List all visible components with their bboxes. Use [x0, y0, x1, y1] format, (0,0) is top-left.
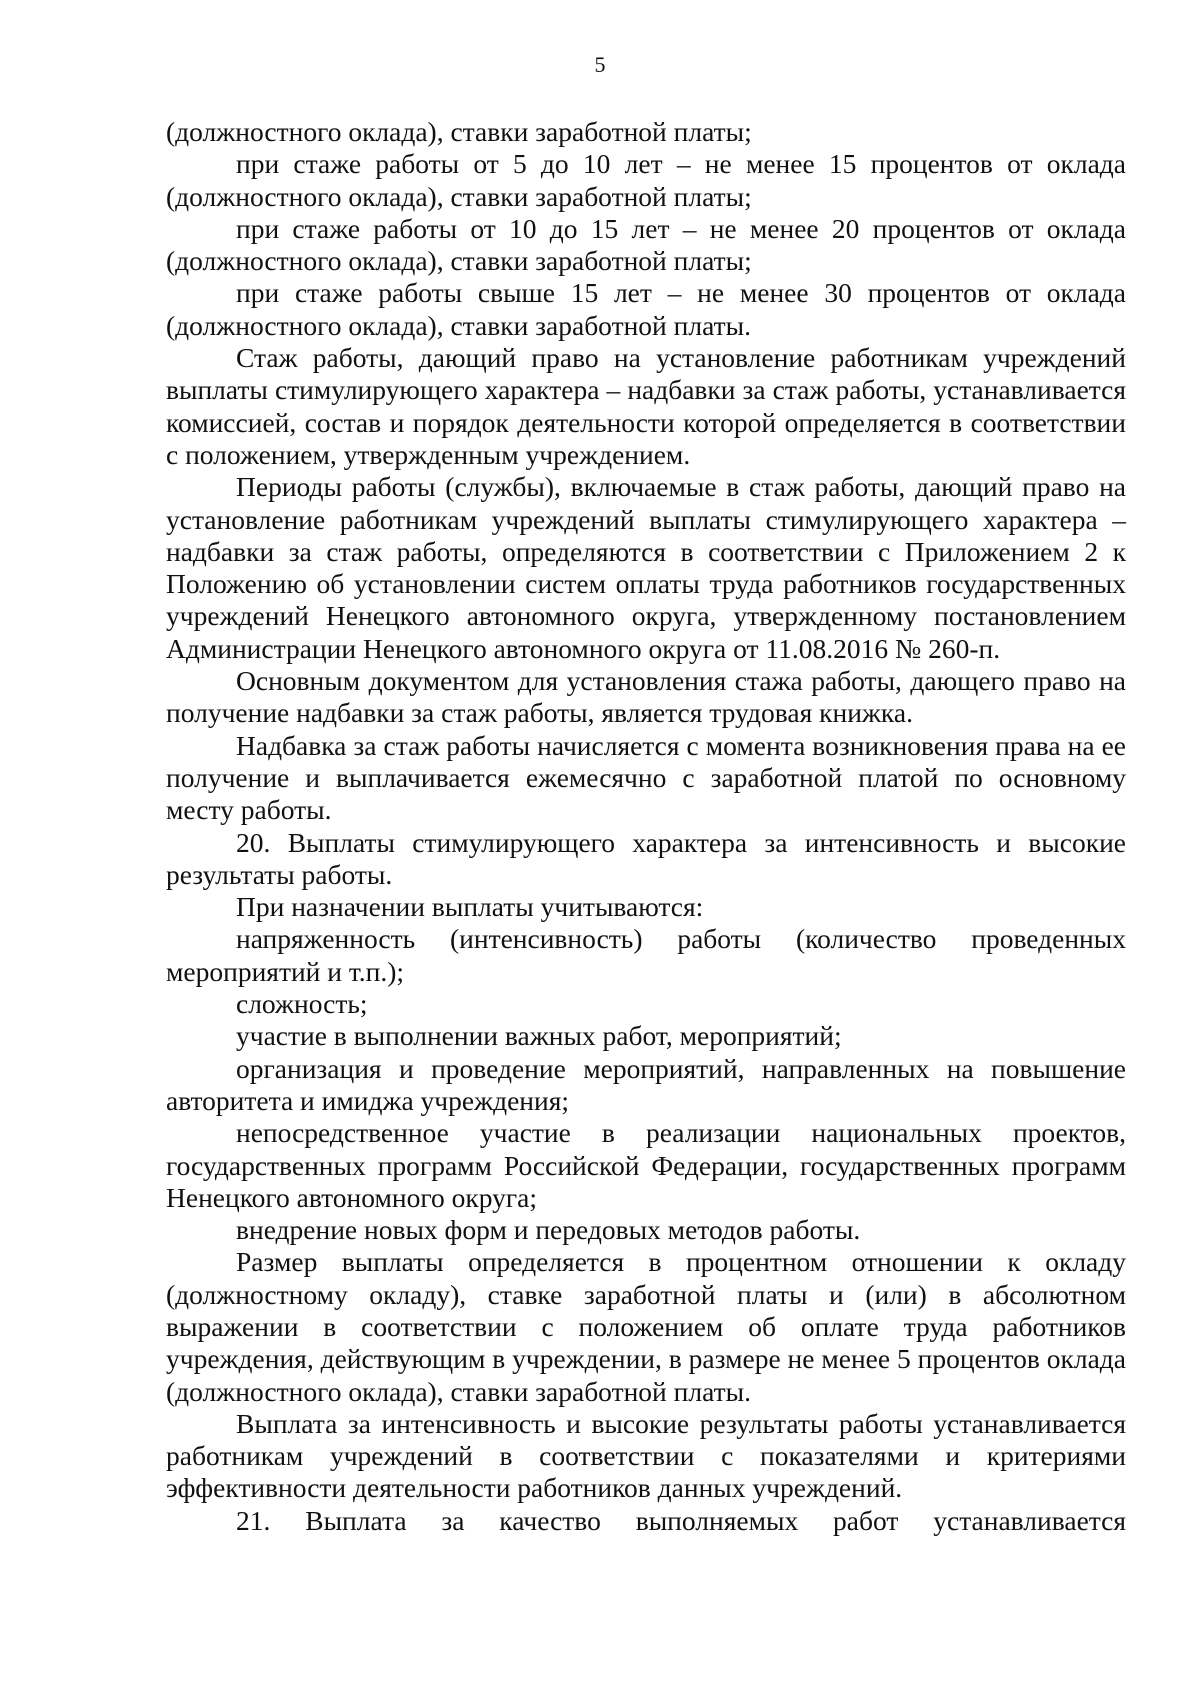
- paragraph: Надбавка за стаж работы начисляется с момента возникновения права на ее получение и выплачивается ежемесячно с заработной платой по основному месту работы.: [166, 729, 1126, 826]
- paragraph: Размер выплаты определяется в процентном отношении к окладу (должностному окладу), ставке заработной платы и (или) в абсолютном выражении в соответствии с положением об оплате труда работников учреждения, действующим в учреждении, в размере не менее 5 процентов оклада (должностного оклада), ставки заработной платы.: [166, 1246, 1126, 1407]
- paragraph: непосредственное участие в реализации национальных проектов, государственных программ Российской Федерации, государственных программ Ненецкого автономного округа;: [166, 1117, 1126, 1213]
- paragraph: организация и проведение мероприятий, направленных на повышение авторитета и имиджа учреждения;: [166, 1052, 1126, 1116]
- paragraph: напряженность (интенсивность) работы (количество проведенных мероприятий и т.п.);: [166, 923, 1126, 987]
- paragraph: при стаже работы от 10 до 15 лет – не менее 20 процентов от оклада (должностного оклада), ставки заработной платы;: [166, 212, 1126, 277]
- paragraph: 21. Выплата за качество выполняемых работ устанавливается: [236, 1504, 1126, 1536]
- paragraph: 20. Выплаты стимулирующего характера за интенсивность и высокие результаты работы.: [166, 826, 1126, 890]
- document-body: [166, 116, 1126, 1537]
- paragraph: внедрение новых форм и передовых методов работы.: [236, 1214, 861, 1246]
- paragraph: участие в выполнении важных работ, мероприятий;: [236, 1020, 842, 1052]
- paragraph: Стаж работы, дающий право на установление работникам учреждений выплаты стимулирующего характера – надбавки за стаж работы, устанавливается комиссией, состав и порядок деятельности которой определяется в соответствии с положением, утвержденным учреждением.: [166, 342, 1126, 470]
- paragraph: при стаже работы свыше 15 лет – не менее 30 процентов от оклада (должностного оклада), ставки заработной платы.: [166, 277, 1126, 341]
- page-number: 5: [594, 52, 606, 77]
- paragraph: Периоды работы (службы), включаемые в стаж работы, дающий право на установление работникам учреждений выплаты стимулирующего характера – надбавки за стаж работы, определяются в соответствии с Приложением 2 к Положению об установлении систем оплаты труда работников государственных учреждений Ненецкого автономного округа, утвержденному постановлением Администрации Ненецкого автономного округа от 11.08.2016 № 260-п.: [166, 471, 1126, 664]
- paragraph: сложность;: [236, 988, 368, 1020]
- paragraph: Основным документом для установления стажа работы, дающего право на получение надбавки за стаж работы, является трудовая книжка.: [166, 665, 1126, 729]
- paragraph: Выплата за интенсивность и высокие результаты работы устанавливается работникам учреждений в соответствии с показателями и критериями эффективности деятельности работников данных учреждений.: [166, 1407, 1126, 1504]
- paragraph: при стаже работы от 5 до 10 лет – не менее 15 процентов от оклада (должностного оклада), ставки заработной платы;: [166, 148, 1126, 212]
- paragraph: При назначении выплаты учитываются:: [236, 891, 704, 923]
- paragraph: (должностного оклада), ставки заработной платы;: [166, 116, 752, 147]
